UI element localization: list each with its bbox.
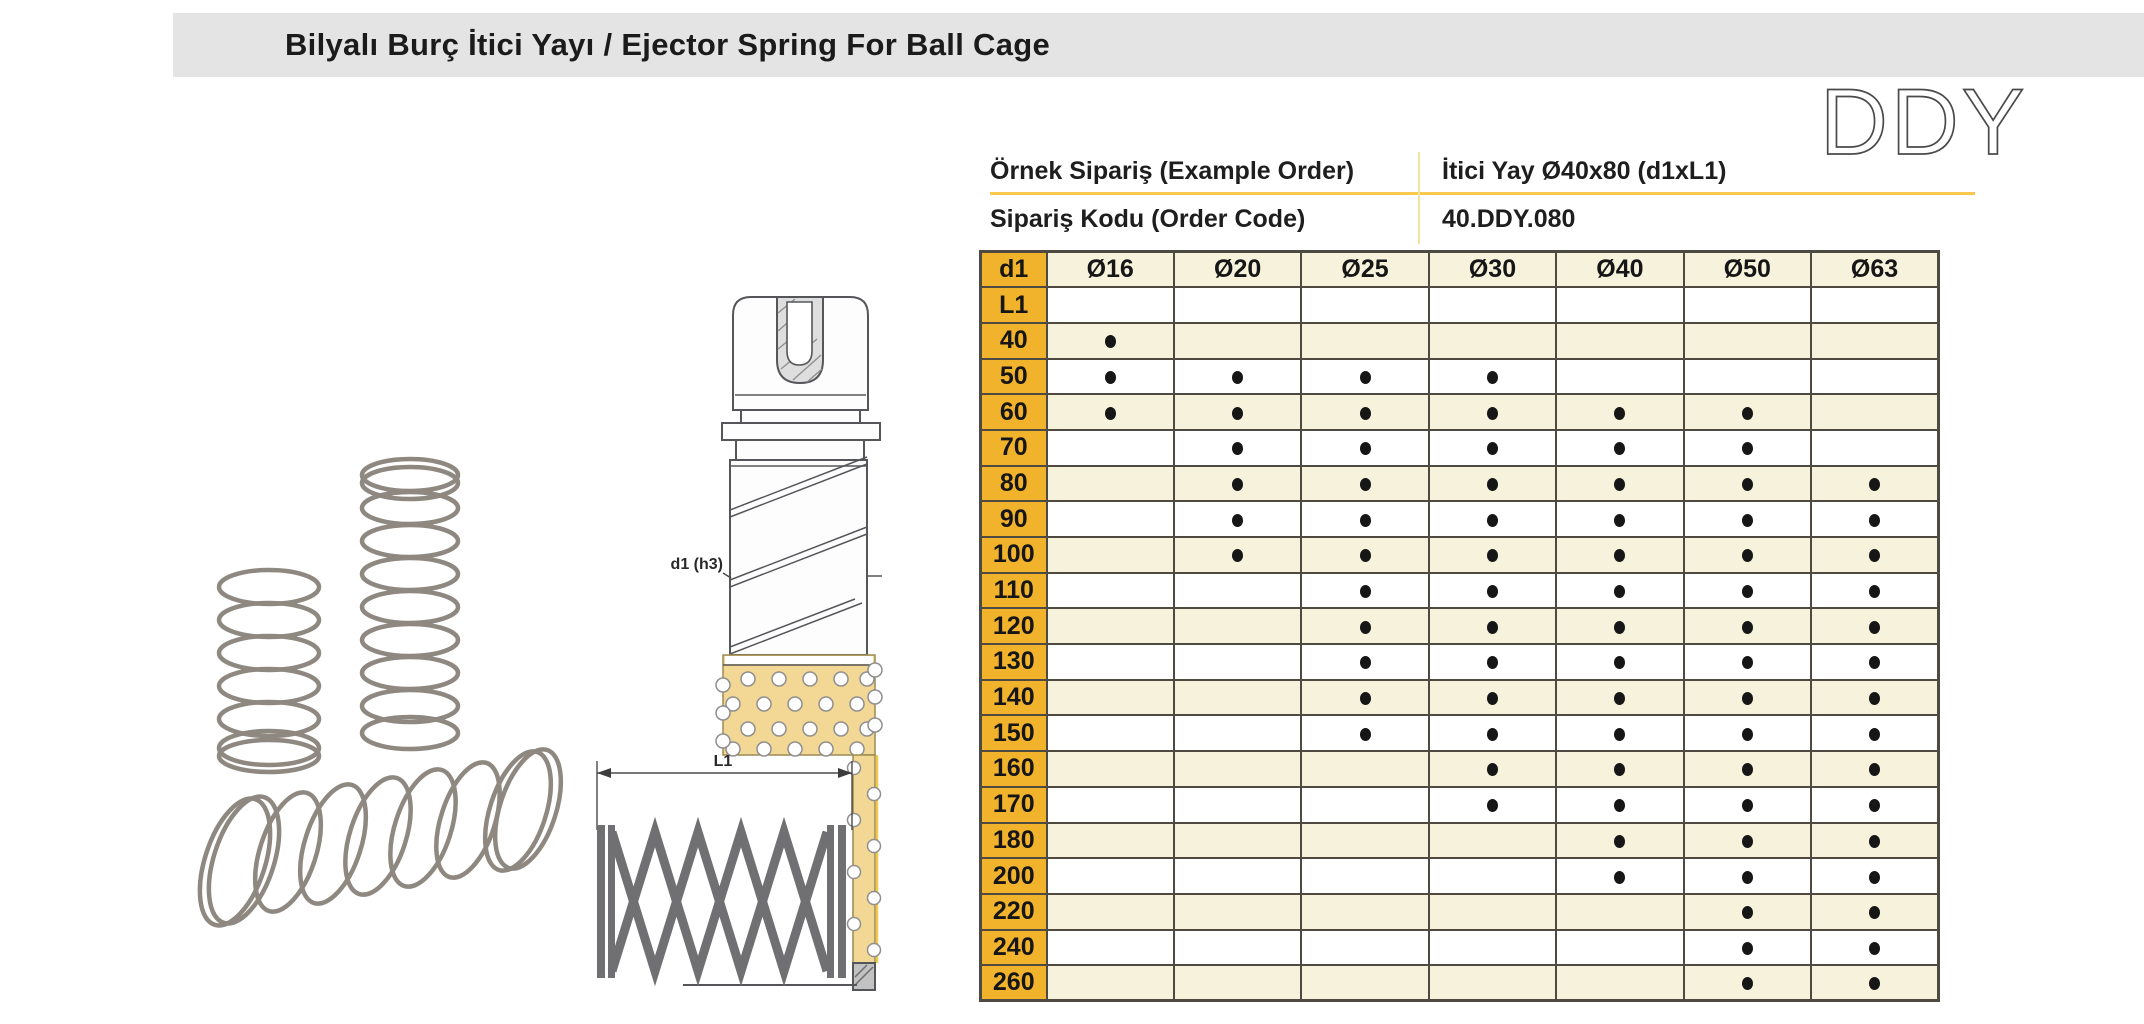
availability-cell (1684, 894, 1811, 930)
availability-dot (1742, 799, 1753, 812)
availability-cell (1556, 965, 1683, 1001)
availability-cell (1047, 501, 1174, 537)
availability-dot (1869, 478, 1880, 491)
availability-dot (1360, 585, 1371, 598)
availability-cell (1556, 715, 1683, 751)
availability-cell (1811, 537, 1938, 573)
availability-dot (1869, 906, 1880, 919)
punch-shaft (730, 457, 867, 655)
row-header-180: 180 (981, 823, 1047, 859)
availability-dot (1487, 514, 1498, 527)
availability-cell (1174, 751, 1301, 787)
table-row (981, 823, 1939, 859)
availability-dot (1360, 407, 1371, 420)
standing-spring-short (219, 570, 319, 772)
availability-dot (1487, 763, 1498, 776)
availability-cell (1684, 466, 1811, 502)
availability-cell (1174, 323, 1301, 359)
availability-cell (1301, 930, 1428, 966)
availability-cell (1556, 858, 1683, 894)
punch-flange (722, 410, 880, 460)
availability-cell (1429, 394, 1556, 430)
availability-cell (1811, 466, 1938, 502)
availability-dot (1869, 977, 1880, 990)
availability-cell (1811, 787, 1938, 823)
availability-cell (1811, 501, 1938, 537)
availability-dot (1742, 835, 1753, 848)
availability-cell (1047, 394, 1174, 430)
availability-cell (1174, 501, 1301, 537)
availability-cell (1429, 466, 1556, 502)
availability-cell (1174, 715, 1301, 751)
availability-cell (1429, 644, 1556, 680)
availability-cell (1556, 644, 1683, 680)
row-header-100: 100 (981, 537, 1047, 573)
spring-section (597, 825, 846, 978)
availability-cell (1174, 359, 1301, 395)
availability-cell (1556, 323, 1683, 359)
availability-cell (1556, 359, 1683, 395)
availability-cell (1684, 751, 1811, 787)
table-row (981, 466, 1939, 502)
row-header-40: 40 (981, 323, 1047, 359)
availability-cell (1047, 894, 1174, 930)
availability-cell (1429, 608, 1556, 644)
availability-dot (1742, 442, 1753, 455)
availability-cell (1174, 965, 1301, 1001)
availability-cell (1301, 537, 1428, 573)
availability-dot (1614, 407, 1625, 420)
availability-dot (1487, 728, 1498, 741)
availability-cell (1047, 430, 1174, 466)
availability-cell (1047, 573, 1174, 609)
availability-dot (1742, 871, 1753, 884)
availability-cell (1556, 680, 1683, 716)
availability-dot (1232, 549, 1243, 562)
availability-cell (1174, 430, 1301, 466)
availability-dot (1487, 442, 1498, 455)
availability-cell (1556, 573, 1683, 609)
availability-dot (1742, 728, 1753, 741)
table-row (981, 858, 1939, 894)
table-row (981, 430, 1939, 466)
availability-cell (1174, 573, 1301, 609)
availability-dot (1487, 692, 1498, 705)
availability-cell (1047, 930, 1174, 966)
availability-cell (1047, 537, 1174, 573)
availability-dot (1869, 799, 1880, 812)
availability-cell (1174, 466, 1301, 502)
availability-cell (1556, 894, 1683, 930)
availability-cell (1301, 715, 1428, 751)
availability-cell (1556, 501, 1683, 537)
empty-cell (1556, 287, 1683, 323)
row-header-60: 60 (981, 394, 1047, 430)
column-header-Ø63: Ø63 (1811, 252, 1938, 288)
availability-dot (1360, 371, 1371, 384)
availability-dot (1614, 728, 1625, 741)
availability-dot (1869, 585, 1880, 598)
table-row (981, 965, 1939, 1001)
availability-dot (1614, 549, 1625, 562)
availability-cell (1811, 430, 1938, 466)
empty-cell (1811, 287, 1938, 323)
availability-cell (1811, 680, 1938, 716)
availability-dot (1742, 942, 1753, 955)
availability-cell (1047, 858, 1174, 894)
row-header-240: 240 (981, 930, 1047, 966)
column-header-Ø20: Ø20 (1174, 252, 1301, 288)
column-header-Ø25: Ø25 (1301, 252, 1428, 288)
availability-cell (1684, 823, 1811, 859)
availability-cell (1174, 823, 1301, 859)
order-code-value: 40.DDY.080 (1442, 204, 1576, 233)
row-header-220: 220 (981, 894, 1047, 930)
order-box-vertical-divider (1418, 152, 1420, 244)
order-code-label: Sipariş Kodu (Order Code) (990, 204, 1306, 233)
availability-cell (1811, 573, 1938, 609)
empty-cell (1047, 287, 1174, 323)
empty-cell (1174, 287, 1301, 323)
availability-dot (1360, 621, 1371, 634)
availability-cell (1684, 323, 1811, 359)
availability-cell (1556, 537, 1683, 573)
availability-dot (1869, 871, 1880, 884)
column-header-Ø40: Ø40 (1556, 252, 1683, 288)
availability-cell (1301, 573, 1428, 609)
availability-dot (1487, 549, 1498, 562)
availability-cell (1684, 537, 1811, 573)
availability-dot (1105, 371, 1116, 384)
availability-cell (1047, 466, 1174, 502)
availability-cell (1684, 644, 1811, 680)
corner-cell-d1: d1 (981, 252, 1047, 288)
availability-cell (1301, 394, 1428, 430)
availability-cell (1047, 751, 1174, 787)
springs-photo (140, 430, 620, 990)
row-header-140: 140 (981, 680, 1047, 716)
table-row (981, 537, 1939, 573)
availability-cell (1811, 644, 1938, 680)
availability-dot (1742, 656, 1753, 669)
table-row (981, 787, 1939, 823)
order-box-divider-line (990, 192, 1975, 195)
availability-cell (1429, 573, 1556, 609)
availability-dot (1232, 514, 1243, 527)
availability-cell (1684, 858, 1811, 894)
row-header-200: 200 (981, 858, 1047, 894)
availability-cell (1301, 466, 1428, 502)
availability-dot (1487, 371, 1498, 384)
availability-cell (1047, 359, 1174, 395)
availability-cell (1684, 608, 1811, 644)
availability-dot (1614, 799, 1625, 812)
availability-dot (1614, 585, 1625, 598)
availability-dot (1614, 835, 1625, 848)
availability-dot (1360, 728, 1371, 741)
availability-cell (1811, 965, 1938, 1001)
availability-cell (1047, 608, 1174, 644)
availability-cell (1174, 787, 1301, 823)
availability-dot (1869, 942, 1880, 955)
availability-cell (1811, 394, 1938, 430)
empty-cell (1429, 287, 1556, 323)
availability-cell (1301, 965, 1428, 1001)
availability-table-wrap (979, 250, 1940, 1000)
row-header-170: 170 (981, 787, 1047, 823)
availability-cell (1429, 930, 1556, 966)
availability-cell (1556, 823, 1683, 859)
table-row (981, 715, 1939, 751)
availability-cell (1684, 394, 1811, 430)
availability-cell (1301, 680, 1428, 716)
availability-cell (1556, 466, 1683, 502)
availability-dot (1742, 906, 1753, 919)
availability-cell (1174, 537, 1301, 573)
availability-dot (1360, 514, 1371, 527)
availability-cell (1811, 823, 1938, 859)
availability-dot (1869, 763, 1880, 776)
row-header-80: 80 (981, 466, 1047, 502)
availability-cell (1556, 430, 1683, 466)
column-header-Ø50: Ø50 (1684, 252, 1811, 288)
availability-cell (1811, 894, 1938, 930)
availability-dot (1360, 692, 1371, 705)
availability-dot (1742, 692, 1753, 705)
availability-cell (1556, 930, 1683, 966)
availability-cell (1047, 823, 1174, 859)
availability-dot (1869, 514, 1880, 527)
availability-cell (1556, 751, 1683, 787)
availability-cell (1429, 323, 1556, 359)
availability-cell (1047, 787, 1174, 823)
availability-table (979, 250, 1940, 1002)
availability-dot (1614, 692, 1625, 705)
availability-cell (1047, 680, 1174, 716)
row-header-90: 90 (981, 501, 1047, 537)
availability-dot (1105, 407, 1116, 420)
availability-cell (1174, 930, 1301, 966)
availability-dot (1487, 407, 1498, 420)
availability-dot (1360, 442, 1371, 455)
availability-cell (1429, 537, 1556, 573)
row-header-110: 110 (981, 573, 1047, 609)
availability-dot (1614, 763, 1625, 776)
empty-cell (1301, 287, 1428, 323)
availability-cell (1429, 359, 1556, 395)
availability-dot (1232, 442, 1243, 455)
availability-dot (1360, 549, 1371, 562)
availability-cell (1429, 430, 1556, 466)
availability-cell (1174, 644, 1301, 680)
availability-dot (1614, 478, 1625, 491)
availability-cell (1684, 573, 1811, 609)
column-header-Ø30: Ø30 (1429, 252, 1556, 288)
availability-cell (1047, 965, 1174, 1001)
availability-dot (1360, 478, 1371, 491)
availability-cell (1429, 501, 1556, 537)
availability-cell (1429, 965, 1556, 1001)
availability-cell (1684, 680, 1811, 716)
availability-dot (1614, 514, 1625, 527)
availability-dot (1232, 407, 1243, 420)
availability-dot (1742, 585, 1753, 598)
availability-dot (1742, 763, 1753, 776)
availability-dot (1232, 478, 1243, 491)
empty-cell (1684, 287, 1811, 323)
availability-dot (1742, 621, 1753, 634)
availability-cell (1301, 823, 1428, 859)
availability-cell (1047, 644, 1174, 680)
row-header-150: 150 (981, 715, 1047, 751)
availability-cell (1429, 823, 1556, 859)
availability-dot (1869, 621, 1880, 634)
table-row (981, 608, 1939, 644)
availability-dot (1614, 621, 1625, 634)
availability-cell (1047, 715, 1174, 751)
availability-cell (1174, 394, 1301, 430)
availability-cell (1811, 858, 1938, 894)
availability-cell (1301, 787, 1428, 823)
availability-cell (1556, 394, 1683, 430)
availability-cell (1684, 501, 1811, 537)
availability-dot (1105, 335, 1116, 348)
availability-cell (1811, 751, 1938, 787)
availability-cell (1429, 894, 1556, 930)
availability-cell (1429, 715, 1556, 751)
availability-dot (1614, 656, 1625, 669)
row-header-70: 70 (981, 430, 1047, 466)
availability-cell (1684, 965, 1811, 1001)
availability-cell (1811, 608, 1938, 644)
availability-cell (1301, 430, 1428, 466)
availability-cell (1429, 858, 1556, 894)
availability-dot (1742, 977, 1753, 990)
availability-dot (1487, 799, 1498, 812)
availability-dot (1742, 514, 1753, 527)
l1-dimension (597, 753, 852, 830)
availability-cell (1301, 751, 1428, 787)
availability-dot (1869, 692, 1880, 705)
order-info-box (990, 150, 1975, 246)
availability-cell (1174, 680, 1301, 716)
availability-cell (1174, 858, 1301, 894)
availability-dot (1869, 656, 1880, 669)
table-row (981, 359, 1939, 395)
d1-dimension-label: d1 (h3) (670, 556, 723, 573)
availability-cell (1301, 359, 1428, 395)
row-header-120: 120 (981, 608, 1047, 644)
availability-cell (1301, 894, 1428, 930)
availability-cell (1684, 930, 1811, 966)
availability-cell (1301, 858, 1428, 894)
availability-dot (1614, 871, 1625, 884)
technical-drawing (555, 285, 960, 1024)
row-header-260: 260 (981, 965, 1047, 1001)
availability-cell (1301, 608, 1428, 644)
table-row (981, 751, 1939, 787)
availability-dot (1869, 728, 1880, 741)
availability-cell (1684, 787, 1811, 823)
table-row (981, 323, 1939, 359)
table-row (981, 644, 1939, 680)
table-row (981, 930, 1939, 966)
availability-cell (1429, 787, 1556, 823)
availability-cell (1556, 608, 1683, 644)
availability-cell (1174, 608, 1301, 644)
availability-dot (1742, 407, 1753, 420)
column-header-Ø16: Ø16 (1047, 252, 1174, 288)
series-code-text: DDY (1820, 72, 2028, 172)
example-order-value: İtici Yay Ø40x80 (d1xL1) (1442, 156, 1727, 185)
availability-dot (1742, 549, 1753, 562)
availability-cell (1811, 930, 1938, 966)
availability-cell (1047, 323, 1174, 359)
availability-cell (1174, 894, 1301, 930)
availability-cell (1811, 715, 1938, 751)
availability-dot (1742, 478, 1753, 491)
table-row (981, 573, 1939, 609)
availability-cell (1301, 644, 1428, 680)
availability-dot (1869, 549, 1880, 562)
l1-dimension-label: L1 (713, 753, 733, 770)
table-row (981, 394, 1939, 430)
availability-dot (1487, 478, 1498, 491)
page-title: Bilyalı Burç İtici Yayı / Ejector Spring For Ball Cage (285, 27, 1051, 62)
availability-dot (1232, 371, 1243, 384)
table-row (981, 894, 1939, 930)
availability-cell (1684, 715, 1811, 751)
availability-dot (1614, 442, 1625, 455)
row-header-50: 50 (981, 359, 1047, 395)
standing-spring-tall (362, 459, 458, 749)
row-header-130: 130 (981, 644, 1047, 680)
availability-cell (1811, 323, 1938, 359)
availability-cell (1556, 787, 1683, 823)
page-header-bar (173, 13, 2144, 77)
table-row (981, 501, 1939, 537)
punch-head (733, 297, 868, 410)
row-header-160: 160 (981, 751, 1047, 787)
length-header-l1: L1 (981, 287, 1047, 323)
availability-cell (1811, 359, 1938, 395)
availability-cell (1684, 430, 1811, 466)
availability-cell (1301, 501, 1428, 537)
table-row (981, 680, 1939, 716)
availability-cell (1429, 680, 1556, 716)
availability-dot (1487, 621, 1498, 634)
availability-dot (1360, 656, 1371, 669)
availability-cell (1429, 751, 1556, 787)
example-order-label: Örnek Sipariş (Example Order) (990, 156, 1355, 185)
availability-cell (1684, 359, 1811, 395)
availability-dot (1869, 835, 1880, 848)
availability-dot (1487, 585, 1498, 598)
availability-dot (1487, 656, 1498, 669)
availability-cell (1301, 323, 1428, 359)
